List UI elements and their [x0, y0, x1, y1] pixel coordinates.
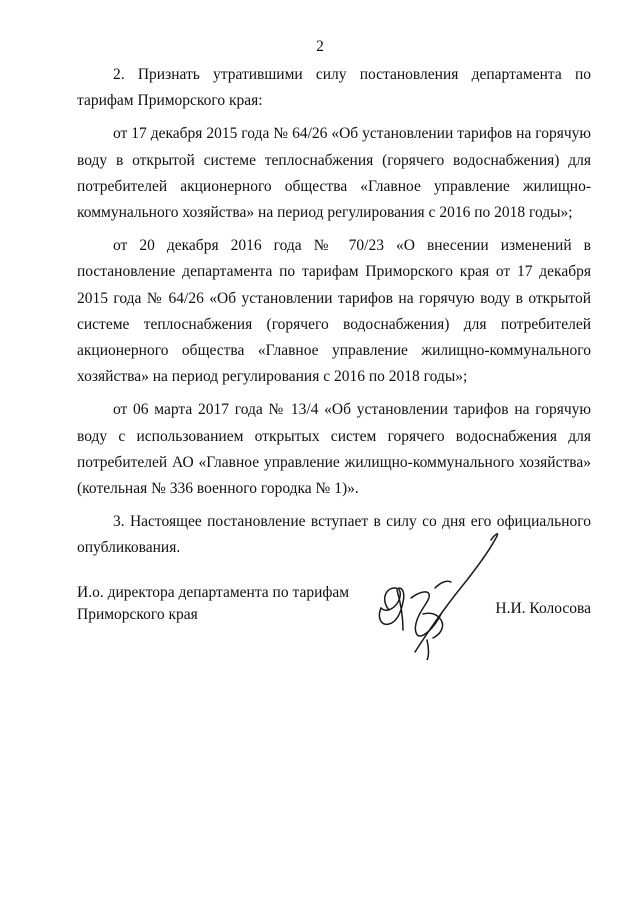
- paragraph-repeal-clause: 2. Признать утратившими силу постановления департамента по тарифам Приморского края:: [77, 66, 591, 110]
- paragraph-repealed-act-2: от 20 декабря 2016 года № 70/23 «О внесении изменений в постановление департамента по тарифам Приморского края от 17 декабря 2015 года № 64/26 «Об установлении тарифов на горячую воду в открытой системе теплоснабжения (горячего водоснабжения) для потребителей акционерного общества «Главное управление жилищно-коммунального хозяйства» на период регулирования с 2016 по 2018 годы»;: [77, 237, 591, 386]
- handwritten-signature-icon: [367, 530, 517, 660]
- signature-block: [77, 582, 591, 662]
- signatory-position-line-2: Приморского края: [77, 606, 198, 623]
- page-number: 2: [316, 38, 324, 55]
- signatory-position: [77, 582, 367, 626]
- signatory-name: Н.И. Колосова: [495, 600, 591, 617]
- paragraph-repealed-act-1: от 17 декабря 2015 года № 64/26 «Об установлении тарифов на горячую воду в открытой системе теплоснабжения (горячего водоснабжения) для потребителей акционерного общества «Главное управление жилищно-коммунального хозяйства» на период регулирования с 2016 по 2018 годы»;: [77, 125, 591, 222]
- document-body: [77, 62, 591, 562]
- signatory-position-line-1: И.о. директора департамента по тарифам: [77, 584, 350, 601]
- paragraph-effective-date: 3. Настоящее постановление вступает в силу со дня его официального опубликования.: [77, 513, 591, 557]
- paragraph-repealed-act-3: от 06 марта 2017 года № 13/4 «Об установлении тарифов на горячую воду с использованием открытых систем горячего водоснабжения для потребителей АО «Главное управление жилищно-коммунального хозяйства» (котельная № 336 военного городка № 1)».: [77, 401, 591, 498]
